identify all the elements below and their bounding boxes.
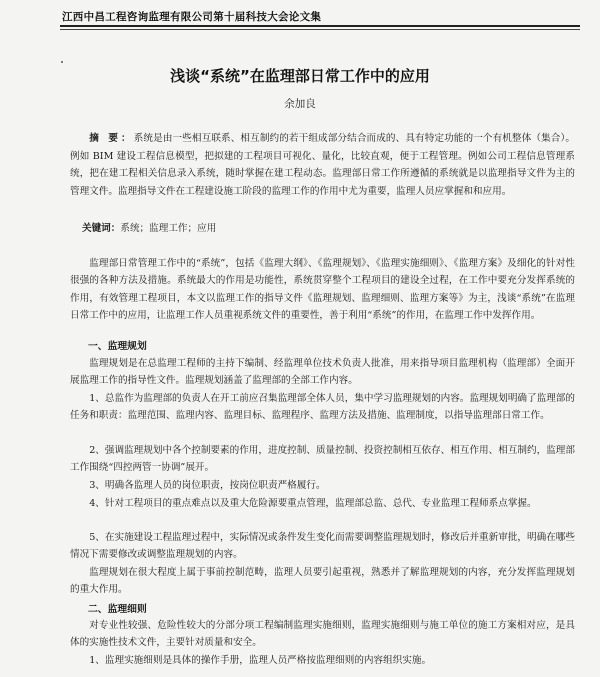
section1-paragraph: 1、总监作为监理部的负责人在开工前应召集监理部全体人员，集中学习监理规划的内容。监理规划明确了监理部的任务和职责：监理范围、监理内容、监理目标、监理程序、监理方法及措施、监理制度，以指导监理部日常工作。 xyxy=(70,393,575,422)
section1-paragraph: 监理规划在很大程度上属于事前控制范畴，监理人员要引起重视，熟悉并了解监理规划的内容，充分发挥监理规划的重大作用。 xyxy=(70,567,575,596)
section1-paragraph: 5、在实施建设工程监理过程中，实际情况或条件发生变化而需要调整监理规划时，修改后并重新审批，明确在哪些情况下需要修改或调整监理规划的内容。 xyxy=(70,532,575,561)
intro-paragraph-block xyxy=(70,255,575,325)
section-heading-supervision-rules: 二、监理细则 xyxy=(88,604,147,615)
section2-paragraph-1-block xyxy=(70,617,575,652)
section1-paragraph: 2、强调监理规划中各个控制要素的作用，进度控制、质量控制、投资控制相互依存、相互作用、相互制约，监理部工作围绕“四控两管一协调”展开。 xyxy=(70,445,575,474)
section2-paragraph: 1、监理实施细则是具体的操作手册，监理人员严格按监理细则的内容组织实施。 xyxy=(89,655,432,666)
section1-paragraph: 4、针对工程项目的重点难点以及重大危险源要重点管理，监理部总监、总代、专业监理工程师系点掌握。 xyxy=(89,498,537,509)
header-rule-secondary xyxy=(60,29,580,30)
abstract-label: 摘 要： xyxy=(89,133,134,144)
intro-paragraph: 监理部日常管理工作中的“系统”，包括《监理大纲》、《监理规划》、《监理实施细则》、《监理方案》及细化的针对性很强的各种方法及措施。系统最大的作用是功能性，系统贯穿整个工程项目的建设全过程，在工作中要充分发挥系统的作用，有效管理工程项目，本文以监理工作的指导文件《监理规划、监理细则、监理方案等》为主，浅谈“系统”在监理日常工作中的应用，让监理工作人员重视系统文件的重要性，善于利用“系统”的作用，在监理工作中发挥作用。 xyxy=(70,258,575,322)
abstract-text: 系统是由一些相互联系、相互制约的若干组成部分结合而成的、具有特定功能的一个有机整体（集合）。例如 BIM 建设工程信息模型，把拟建的工程项目可视化、量化，比较直观，便于工程管理。例如公司工程信息管理系统，把在建工程相关信息录入系统，随时掌握在建工程动态。监理部日常工作所遵循的系统就是以监理指导文件为主的管理文件。监理指导文件在工程建设施工阶段的监理工作的作用中尤为重要，监理人员应掌握和和应用。 xyxy=(70,133,575,197)
section1-paragraph-1-block xyxy=(70,355,575,390)
keywords xyxy=(82,221,572,237)
header-rule xyxy=(60,25,580,27)
section1-paragraph-2-block xyxy=(70,390,575,425)
section2-paragraph-2-block xyxy=(70,652,575,669)
running-header: 江西中昌工程咨询监理有限公司第十届科技大会论文集 xyxy=(62,11,322,23)
section2-paragraph: 对专业性较强、危险性较大的分部分项工程编制监理实施细则，监理实施细则与施工单位的施工方案相对应，是具体的实施性技术文件，主要针对质量和安全。 xyxy=(70,620,575,649)
section1-paragraph-4-block xyxy=(70,477,575,494)
section1-paragraph: 监理规划是在总监理工程师的主持下编制、经监理单位技术负责人批准，用来指导项目监理机构（监理部）全面开展监理工作的指导性文件。监理规划涵盖了监理部的全部工作内容。 xyxy=(70,358,575,387)
article-title: 浅谈“系统”在监理部日常工作中的应用 xyxy=(170,67,430,85)
article-author: 余加良 xyxy=(284,98,316,110)
section1-paragraph-7-block xyxy=(70,564,575,599)
section1-paragraph-3-block xyxy=(70,442,575,477)
abstract xyxy=(70,130,575,200)
keywords-text: 系统；监理工作；应用 xyxy=(120,223,217,234)
section1-paragraph: 3、明确各监理人员的岗位职责，按岗位职责严格履行。 xyxy=(89,480,326,491)
keywords-label: 关键词： xyxy=(82,223,121,234)
section1-paragraph-6-block xyxy=(70,529,575,564)
section1-paragraph-5-block xyxy=(70,495,575,512)
section-heading-supervision-plan: 一、监理规划 xyxy=(88,341,147,352)
scan-speck xyxy=(61,61,63,63)
